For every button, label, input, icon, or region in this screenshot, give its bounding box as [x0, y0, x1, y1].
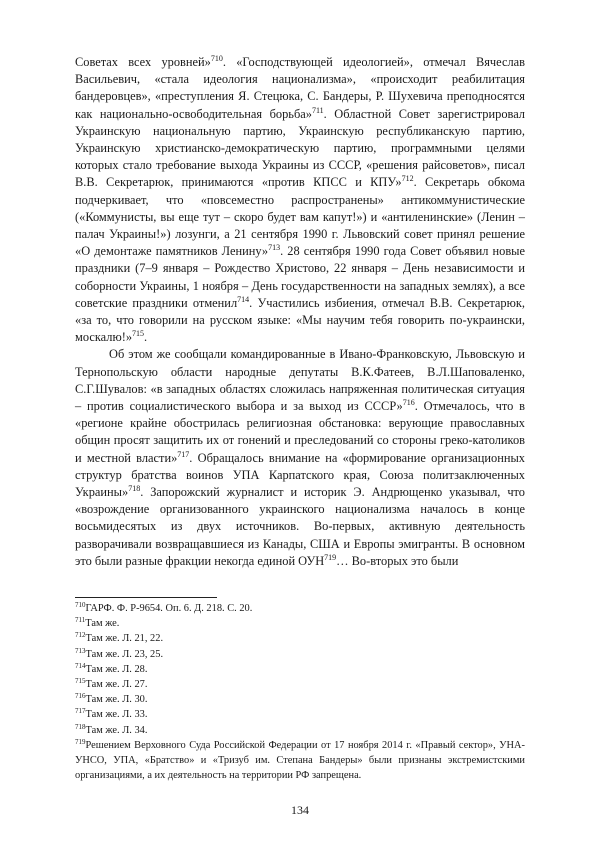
footnote-number: 713 — [75, 646, 86, 655]
footnote-text: Там же. Л. 28. — [85, 663, 148, 675]
footnote-number: 711 — [75, 616, 86, 625]
footnote-number: 712 — [75, 631, 86, 640]
footnote-text: Там же. — [85, 618, 120, 630]
footnote-text: Там же. Л. 21, 22. — [85, 633, 164, 645]
footnote-text: Там же. Л. 27. — [85, 679, 148, 691]
footnote-divider — [75, 597, 217, 598]
paragraph — [75, 54, 525, 346]
text-run: … Во-вторых это были — [336, 553, 459, 568]
footnote-text: Там же. Л. 34. — [85, 724, 148, 736]
footnote-ref: 712 — [401, 174, 414, 184]
footnote-ref: 714 — [237, 294, 250, 304]
footnote-text: Там же. Л. 33. — [85, 709, 148, 721]
footnote-ref: 715 — [132, 329, 145, 339]
footnote-text: ГАРФ. Ф. Р-9654. Оп. 6. Д. 218. С. 20. — [85, 603, 253, 614]
text-run: Советах всех уровней» — [75, 55, 211, 69]
text-run: . Областной Совет зарегистрировал Украинскую национальную партию, Украинскую республиканскую партию, Украинскую христианско-демократическую партию, программными целями которых стало требование выхода Украины из СССР, «решения райсоветов», писал В.В. Секретарюк, принимаются «против КПСС и КПУ» — [75, 106, 525, 190]
body-text — [75, 54, 525, 570]
footnotes — [75, 601, 525, 783]
footnote-text: Там же. Л. 30. — [85, 694, 148, 706]
text-run: Об этом же сообщали командированные в Ивано-Франковскую, Львовскую и Тернопольскую области народные депутаты В.К.Фатеев, В.Л.Шаповаленко, С.Г.Шувалов: «в западных областях сложилась напряженная политическая ситуация – против социалистического выбора и за выход из СССР» — [75, 347, 525, 414]
footnote — [75, 631, 525, 646]
footnote-number: 715 — [75, 677, 86, 686]
footnote — [75, 662, 525, 677]
footnote — [75, 677, 525, 692]
footnote-number: 717 — [75, 707, 86, 716]
footnote-ref: 717 — [177, 449, 190, 459]
footnote-ref: 711 — [311, 105, 324, 115]
text-run: . Отмечалось, что в «регионе крайне обострилась религиозная обстановка: верующие православных общин просят защитить их от гонений и преследований со стороны греко-католиков и местной власти» — [75, 399, 525, 465]
text-run: . Участились избиения, отмечал В.В. Секретарюк, «за то, что говорили на русском языке: «Мы научим тебя говорить по-украински, москалю!» — [75, 295, 525, 345]
footnote-number: 714 — [75, 661, 86, 670]
footnote — [75, 647, 525, 662]
footnote — [75, 692, 525, 707]
footnote — [75, 723, 525, 738]
footnote-ref: 710 — [210, 54, 223, 63]
footnote-number: 719 — [75, 737, 86, 746]
footnote-ref: 713 — [268, 243, 281, 253]
footnote-ref: 718 — [128, 484, 141, 494]
footnote-number: 718 — [75, 722, 86, 731]
footnote-text: Там же. Л. 23, 25. — [85, 648, 164, 660]
text-run: . — [144, 330, 148, 345]
paragraph — [75, 346, 525, 570]
text-run: . Обращалось внимание на «формирование организационных структур братства воинов УПА Карпатского края, Союза политзаключенных Украины» — [75, 450, 525, 500]
footnote — [75, 616, 525, 631]
text-run: . «Господствующей идеологией», отмечал Вячеслав Васильевич, «стала идеология национализма», «происходит реабилитация бандеровцев», «преступления Я. Стецюка, С. Бандеры, Р. Шухевича преподносятся как национально-освободительная борьба» — [75, 55, 525, 121]
page-number: 134 — [291, 803, 309, 817]
text-run: . Запорожский журналист и историк Э. Андрющенко указывал, что «возрождение организованного украинского национализма началось в конце восьмидесятых из двух источников. Во-первых, активную деятельность разворачивали возвращавшиеся из Канады, США и Европы эмигранты. В основном это были разные фракции некогда единой ОУН — [75, 485, 525, 568]
footnote — [75, 738, 525, 784]
footnote-ref: 719 — [324, 552, 337, 562]
footnote-ref: 716 — [402, 398, 415, 408]
footnote — [75, 707, 525, 722]
footnote — [75, 601, 525, 616]
footnote-number: 716 — [75, 692, 86, 701]
footnote-number: 710 — [75, 601, 86, 609]
text-run: . Секретарь обкома подчеркивает, что «повсеместно распространены» антикоммунистические («Коммунисты, вы еще тут – скоро будет вам капут!») и «антиленинские» (Ленин – палач Украины!») лозунги, а 21 сентября 1990 г. Львовский совет принял решение «О демонтаже памятников Ленину» — [75, 175, 525, 259]
footnote-text: Решением Верховного Суда Российской Федерации от 17 ноября 2014 г. «Правый сектор», УНА-УНСО, УПА, «Братство» и «Тризуб им. Степана Бандеры» были признаны экстремистскими организациями, а их деятельность на территории РФ запрещена. — [75, 739, 525, 782]
text-run: . 28 сентября 1990 года Совет объявил новые праздники (7–9 января – Рождество Христово, 22 января – День независимости и соборности Украины, 1 ноября – День государственности на западных землях), а все советские праздники отменил — [75, 244, 525, 310]
